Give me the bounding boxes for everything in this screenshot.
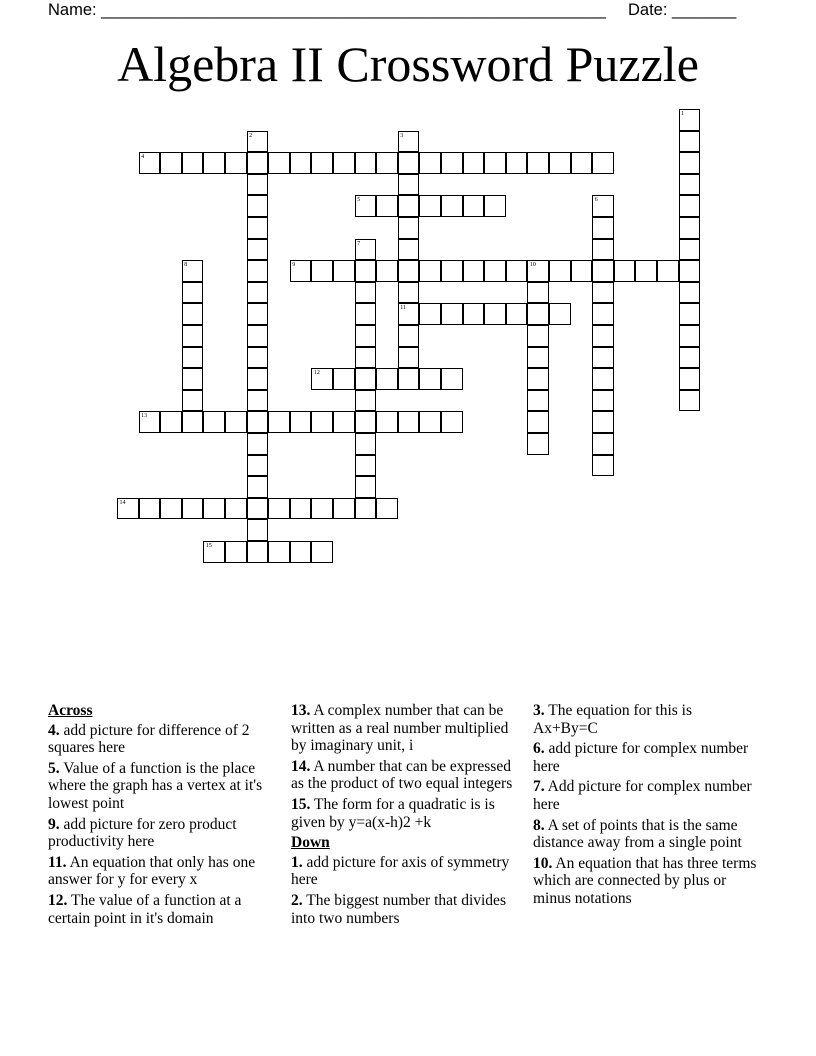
crossword-cell[interactable] [247, 217, 269, 239]
clue-across-9: 9. add picture for zero product productivity here [48, 815, 237, 851]
crossword-cell[interactable] [398, 325, 420, 347]
crossword-cell[interactable] [592, 455, 614, 477]
crossword-cell[interactable] [679, 195, 701, 217]
crossword-cell[interactable] [527, 325, 549, 347]
crossword-cell[interactable] [355, 455, 377, 477]
clue-number: 11 [400, 305, 407, 312]
crossword-cell[interactable] [679, 325, 701, 347]
crossword-cell[interactable] [355, 498, 377, 520]
crossword-cell[interactable] [247, 239, 269, 261]
crossword-cell[interactable] [311, 541, 333, 563]
page-title: Algebra II Crossword Puzzle [117, 36, 699, 92]
crossword-cell[interactable] [484, 260, 506, 282]
crossword-cell[interactable] [527, 390, 549, 412]
crossword-cell[interactable] [592, 239, 614, 261]
crossword-cell[interactable] [679, 239, 701, 261]
crossword-cell[interactable] [355, 282, 377, 304]
crossword-cell[interactable] [311, 368, 333, 390]
crossword-cell[interactable] [679, 174, 701, 196]
crossword-cell[interactable] [290, 260, 312, 282]
crossword-cell[interactable] [398, 131, 420, 153]
crossword-cell[interactable] [506, 303, 528, 325]
crossword-cell[interactable] [182, 282, 204, 304]
crossword-cell[interactable] [225, 498, 247, 520]
crossword-cell[interactable] [247, 498, 269, 520]
clue-number: 15 [205, 543, 212, 549]
crossword-cell[interactable] [592, 195, 614, 217]
crossword-cell[interactable] [376, 260, 398, 282]
crossword-cell[interactable] [182, 303, 204, 325]
down-heading: Down [291, 834, 330, 852]
clue-across-11: 11. An equation that only has one answer for y for every x [48, 853, 256, 889]
name-field[interactable]: Name: _______________________________________________________ [48, 1, 606, 19]
crossword-cell[interactable] [463, 195, 485, 217]
clue-number: 6 [594, 197, 598, 204]
crossword-cell[interactable] [182, 411, 204, 433]
crossword-cell[interactable] [441, 411, 463, 433]
crossword-cell[interactable] [376, 498, 398, 520]
crossword-cell[interactable] [398, 260, 420, 282]
crossword-cell[interactable] [355, 260, 377, 282]
clue-number: 9 [292, 262, 296, 269]
crossword-cell[interactable] [160, 498, 182, 520]
crossword-cell[interactable] [182, 260, 204, 282]
crossword-cell[interactable] [441, 152, 463, 174]
crossword-cell[interactable] [398, 217, 420, 239]
crossword-cell[interactable] [506, 152, 528, 174]
crossword-cell[interactable] [333, 260, 355, 282]
crossword-cell[interactable] [333, 152, 355, 174]
crossword-cell[interactable] [398, 368, 420, 390]
crossword-cell[interactable] [355, 390, 377, 412]
crossword-cell[interactable] [247, 390, 269, 412]
crossword-cell[interactable] [203, 541, 225, 563]
crossword-cell[interactable] [333, 498, 355, 520]
clue-across-14: 14. A number that can be expressed as the product of two equal integers [291, 757, 513, 793]
clue-number: 1 [681, 111, 685, 117]
clue-across-12: 12. The value of a function at a certain point in it's domain [48, 891, 242, 927]
crossword-cell[interactable] [463, 260, 485, 282]
crossword-cell[interactable] [398, 174, 420, 196]
clue-number: 13 [141, 413, 148, 420]
clue-down-8: 8. A set of points that is the same distance away from a single point [533, 816, 742, 852]
crossword-cell[interactable] [376, 411, 398, 433]
crossword-cell[interactable] [311, 260, 333, 282]
crossword-cell[interactable] [441, 260, 463, 282]
crossword-cell[interactable] [225, 541, 247, 563]
crossword-cell[interactable] [247, 131, 269, 153]
crossword-cell[interactable] [506, 260, 528, 282]
crossword-cell[interactable] [527, 152, 549, 174]
clue-number: 3 [400, 132, 404, 139]
clue-across-5: 5. Value of a function is the place where the graph has a vertex at it's lowest point [48, 759, 263, 812]
crossword-cell[interactable] [247, 541, 269, 563]
clue-across-4: 4. add picture for difference of 2 squares here [48, 721, 250, 757]
crossword-cell[interactable] [441, 368, 463, 390]
crossword-cell[interactable] [247, 152, 269, 174]
crossword-cell[interactable] [247, 519, 269, 541]
crossword-cell[interactable] [311, 411, 333, 433]
crossword-cell[interactable] [614, 260, 636, 282]
crossword-cell[interactable] [355, 195, 377, 217]
crossword-cell[interactable] [355, 325, 377, 347]
crossword-cell[interactable] [182, 347, 204, 369]
clue-down-3: 3. The equation for this is Ax+By=C [533, 702, 693, 737]
crossword-cell[interactable] [247, 325, 269, 347]
crossword-cell[interactable] [139, 411, 161, 433]
crossword-cell[interactable] [290, 411, 312, 433]
crossword-cell[interactable] [592, 303, 614, 325]
crossword-cell[interactable] [398, 411, 420, 433]
crossword-cell[interactable] [290, 498, 312, 520]
crossword-cell[interactable] [592, 433, 614, 455]
crossword-cell[interactable] [268, 411, 290, 433]
crossword-cell[interactable] [463, 303, 485, 325]
crossword-cell[interactable] [182, 368, 204, 390]
crossword-cell[interactable] [679, 260, 701, 282]
crossword-cell[interactable] [419, 411, 441, 433]
clue-column-2 [291, 702, 519, 930]
crossword-cell[interactable] [311, 152, 333, 174]
crossword-cell[interactable] [203, 498, 225, 520]
crossword-cell[interactable] [527, 411, 549, 433]
crossword-cell[interactable] [441, 303, 463, 325]
crossword-cell[interactable] [268, 498, 290, 520]
crossword-cell[interactable] [247, 455, 269, 477]
crossword-cell[interactable] [160, 152, 182, 174]
crossword-cell[interactable] [419, 303, 441, 325]
crossword-cell[interactable] [182, 498, 204, 520]
crossword-cell[interactable] [290, 541, 312, 563]
crossword-cell[interactable] [549, 152, 571, 174]
crossword-cell[interactable] [247, 260, 269, 282]
clue-down-6: 6. add picture for complex number here [533, 740, 749, 775]
crossword-cell[interactable] [355, 347, 377, 369]
clue-down-1: 1. add picture for axis of symmetry here [291, 853, 510, 889]
crossword-cell[interactable] [484, 152, 506, 174]
crossword-cell[interactable] [355, 239, 377, 261]
clue-down-10: 10. An equation that has three terms which are connected by plus or minus notations [533, 854, 757, 907]
crossword-cell[interactable] [679, 368, 701, 390]
crossword-cell[interactable] [592, 325, 614, 347]
crossword-cell[interactable] [311, 498, 333, 520]
crossword-cell[interactable] [182, 390, 204, 412]
crossword-cell[interactable] [592, 282, 614, 304]
crossword-cell[interactable] [441, 195, 463, 217]
crossword-cell[interactable] [592, 347, 614, 369]
crossword-cell[interactable] [355, 433, 377, 455]
clue-number: 10 [529, 262, 536, 269]
crossword-cell[interactable] [484, 303, 506, 325]
crossword-cell[interactable] [355, 152, 377, 174]
crossword-cell[interactable] [527, 433, 549, 455]
crossword-cell[interactable] [398, 195, 420, 217]
crossword-cell[interactable] [484, 195, 506, 217]
crossword-cell[interactable] [679, 282, 701, 304]
crossword-cell[interactable] [247, 303, 269, 325]
crossword-cell[interactable] [247, 476, 269, 498]
crossword-cell[interactable] [139, 152, 161, 174]
crossword-cell[interactable] [527, 368, 549, 390]
crossword-cell[interactable] [333, 411, 355, 433]
crossword-cell[interactable] [247, 347, 269, 369]
crossword-cell[interactable] [247, 433, 269, 455]
crossword-cell[interactable] [679, 217, 701, 239]
crossword-cell[interactable] [355, 303, 377, 325]
crossword-cell[interactable] [527, 303, 549, 325]
crossword-cell[interactable] [247, 174, 269, 196]
crossword-cell[interactable] [290, 152, 312, 174]
crossword-cell[interactable] [592, 260, 614, 282]
crossword-cell[interactable] [117, 498, 139, 520]
crossword-cell[interactable] [571, 260, 593, 282]
crossword-cell[interactable] [679, 152, 701, 174]
clue-down-7: 7. Add picture for complex number here [533, 778, 752, 813]
clue-number: 2 [249, 132, 253, 139]
clue-column-3 [533, 702, 759, 911]
clue-number: 12 [313, 370, 320, 377]
crossword-cell[interactable] [182, 152, 204, 174]
crossword-cell[interactable] [592, 217, 614, 239]
crossword-cell[interactable] [657, 260, 679, 282]
crossword-cell[interactable] [527, 347, 549, 369]
crossword-cell[interactable] [376, 152, 398, 174]
crossword-cell[interactable] [571, 152, 593, 174]
crossword-cell[interactable] [268, 152, 290, 174]
crossword-cell[interactable] [592, 152, 614, 174]
crossword-cell[interactable] [679, 131, 701, 153]
date-field[interactable]: Date: _______ [628, 1, 737, 19]
crossword-cell[interactable] [549, 260, 571, 282]
crossword-cell[interactable] [549, 303, 571, 325]
crossword-cell[interactable] [376, 368, 398, 390]
clue-down-2: 2. The biggest number that divides into two numbers [291, 891, 506, 927]
crossword-cell[interactable] [355, 476, 377, 498]
clue-number: 14 [119, 499, 126, 506]
crossword-cell[interactable] [203, 152, 225, 174]
clue-number: 7 [357, 240, 361, 247]
across-heading: Across [48, 702, 93, 719]
crossword-cell[interactable] [225, 411, 247, 433]
clue-number: 4 [141, 154, 145, 161]
crossword-cell[interactable] [355, 411, 377, 433]
crossword-cell[interactable] [139, 498, 161, 520]
crossword-cell[interactable] [527, 282, 549, 304]
crossword-cell[interactable] [679, 303, 701, 325]
crossword-cell[interactable] [247, 195, 269, 217]
crossword-cell[interactable] [268, 541, 290, 563]
crossword-cell[interactable] [333, 368, 355, 390]
clue-number: 5 [357, 197, 361, 204]
crossword-cell[interactable] [247, 368, 269, 390]
clue-across-15: 15. The form for a quadratic is is given by y=a(x-h)2 +k [291, 795, 495, 831]
crossword-cell[interactable] [160, 411, 182, 433]
crossword-cell[interactable] [225, 152, 247, 174]
clue-across-13: 13. A complex number that can be written as a real number multiplied by imaginary unit, i [291, 702, 509, 755]
crossword-cell[interactable] [527, 260, 549, 282]
crossword-cell[interactable] [376, 195, 398, 217]
crossword-cell[interactable] [635, 260, 657, 282]
crossword-cell[interactable] [398, 347, 420, 369]
crossword-cell[interactable] [398, 282, 420, 304]
crossword-cell[interactable] [398, 152, 420, 174]
crossword-cell[interactable] [592, 411, 614, 433]
crossword-cell[interactable] [203, 411, 225, 433]
crossword-cell[interactable] [592, 390, 614, 412]
crossword-cell[interactable] [592, 368, 614, 390]
clue-column-1 [48, 702, 264, 930]
crossword-cell[interactable] [419, 368, 441, 390]
crossword-cell[interactable] [182, 325, 204, 347]
crossword-cell[interactable] [355, 368, 377, 390]
crossword-cell[interactable] [398, 303, 420, 325]
crossword-cell[interactable] [679, 109, 701, 131]
clue-number: 8 [184, 262, 188, 269]
crossword-cell[interactable] [419, 152, 441, 174]
crossword-cell[interactable] [247, 282, 269, 304]
crossword-cell[interactable] [419, 195, 441, 217]
crossword-cell[interactable] [679, 347, 701, 369]
crossword-cell[interactable] [463, 152, 485, 174]
crossword-cell[interactable] [679, 390, 701, 412]
crossword-cell[interactable] [419, 260, 441, 282]
crossword-cell[interactable] [247, 411, 269, 433]
crossword-cell[interactable] [398, 239, 420, 261]
